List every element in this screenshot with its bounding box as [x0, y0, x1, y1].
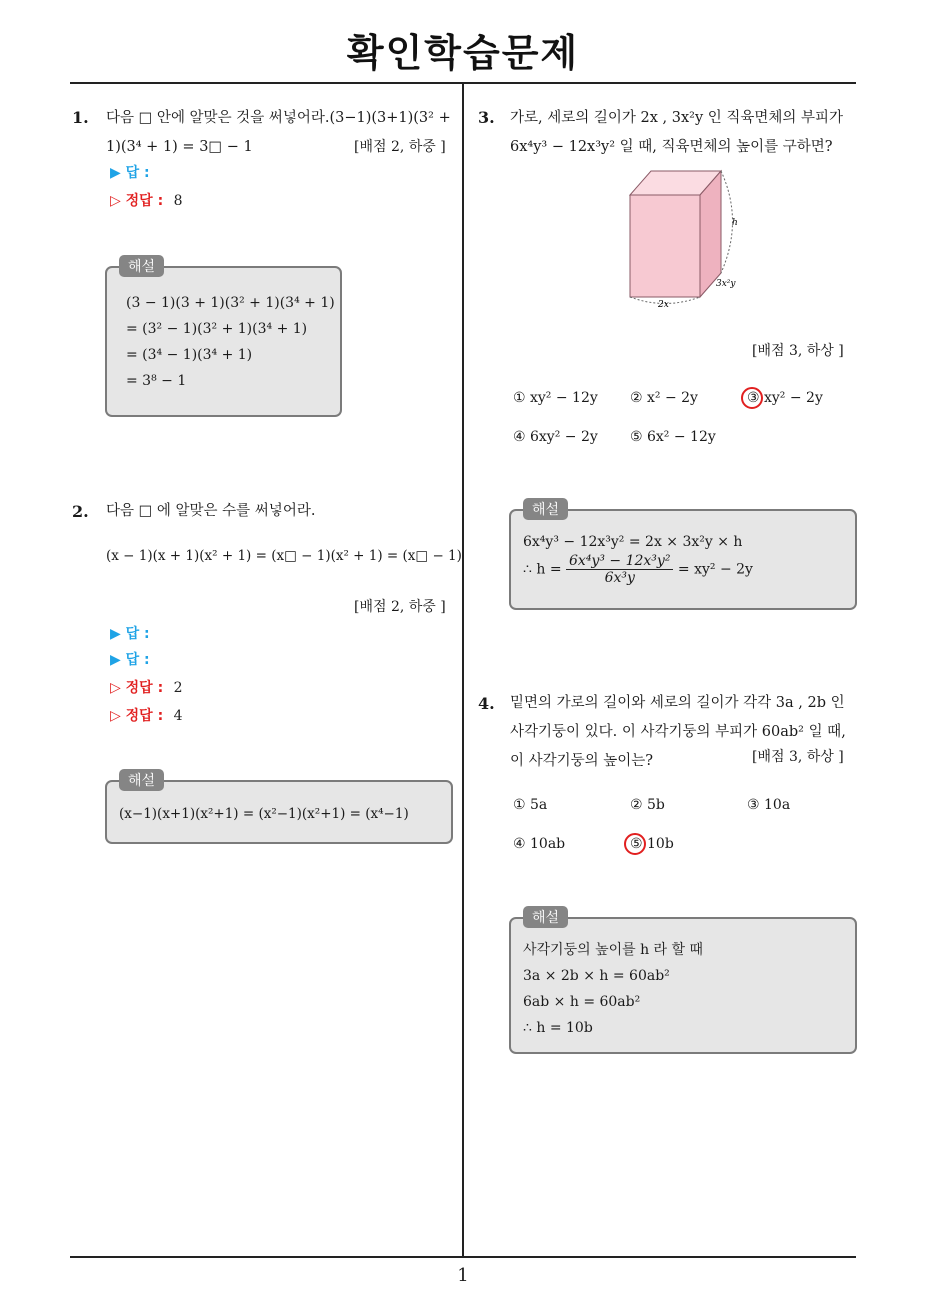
q1-answer-row [110, 160, 150, 186]
q1-line2: 1)(3⁴ + 1) = 3□ − 1 [106, 139, 253, 155]
q2-answer-row-1 [110, 621, 150, 647]
q4-line2: 사각기둥이 있다. 이 사각기둥의 부피가 60ab² 일 때, [510, 724, 846, 740]
q3-choice-1[interactable]: ① xy² − 12y [513, 390, 598, 406]
cuboid-front-face [630, 195, 700, 297]
q1-score: [배점 2, 하중 ] [354, 139, 446, 155]
page-title: 확인학습문제 [346, 31, 580, 75]
q4-score: [배점 3, 하상 ] [752, 749, 844, 765]
q2-correct-row-1 [110, 675, 183, 701]
q4-solution-box [509, 910, 857, 1054]
q4-solution-body [523, 937, 703, 1041]
q1-solution-line: (3 − 1)(3 + 1)(3² + 1)(3⁴ + 1) [126, 295, 335, 311]
q4-number: 4. [478, 694, 495, 713]
q4-choice-5[interactable]: ⑤ 10b [630, 836, 674, 852]
bottom-divider [70, 1256, 856, 1258]
q2-score: [배점 2, 하중 ] [354, 599, 446, 615]
q1-correct-value: 8 [173, 193, 183, 209]
q3-cuboid-figure [620, 165, 750, 310]
column-divider [462, 82, 464, 1258]
q2-solution-line: (x−1)(x+1)(x²+1) = (x²−1)(x²+1) = (x⁴−1) [119, 806, 409, 822]
q2-correct-value: 2 [173, 680, 183, 696]
q1-solution-tab: 해설 [119, 255, 164, 277]
label-depth: 3x²y [716, 279, 736, 289]
q3-solution-fraction-line [523, 553, 753, 586]
q3-solution-tab: 해설 [523, 498, 568, 520]
q3-choice-2[interactable]: ② x² − 2y [630, 390, 698, 406]
q1-number: 1. [72, 108, 89, 127]
q1-solution-line: = 3⁸ − 1 [126, 373, 187, 389]
q4-choice-3[interactable]: ③ 10a [747, 797, 791, 813]
q1-correct-label: ▷ 정답 : [110, 193, 164, 209]
q3-choice-4[interactable]: ④ 6xy² − 2y [513, 429, 598, 445]
q3-text [510, 104, 843, 162]
q4-line1: 밑면의 가로의 길이와 세로의 길이가 각각 3a , 2b 인 [510, 695, 845, 711]
fraction-numerator: 6x⁴y³ − 12x³y² [566, 553, 673, 570]
q1-answer-label: ▶ 답 : [110, 165, 150, 181]
q4-choice-1[interactable]: ① 5a [513, 797, 548, 813]
q2-solution-tab: 해설 [119, 769, 164, 791]
q3-solution-line: 6x⁴y³ − 12x³y² = 2x × 3x²y × h [523, 534, 743, 550]
fraction-denominator: 6x³y [604, 570, 635, 586]
q1-solution-line: = (3² − 1)(3² + 1)(3⁴ + 1) [126, 321, 308, 337]
q1-solution-box [105, 259, 342, 417]
label-h: h [732, 218, 738, 228]
q4-line3: 이 사각기둥의 높이는? [510, 753, 654, 769]
q2-correct-row-2 [110, 703, 183, 729]
q3-number: 3. [478, 108, 495, 127]
q4-selected-mark [624, 833, 646, 855]
q3-choice-3[interactable]: ③ xy² − 2y [747, 390, 823, 406]
q2-text: 다음 □ 에 알맞은 수를 써넣어라. [106, 503, 316, 519]
page-number: 1 [457, 1265, 469, 1286]
q2-answer-row-2 [110, 647, 150, 673]
q1-solution-body [126, 290, 335, 394]
q4-solution-line: 6ab × h = 60ab² [523, 994, 641, 1010]
q3-selected-mark [741, 387, 763, 409]
q1-line1: 다음 □ 안에 알맞은 것을 써넣어라.(3−1)(3+1)(3² + [106, 110, 451, 126]
q4-solution-tab: 해설 [523, 906, 568, 928]
q3-solution-fraction [566, 553, 673, 586]
q3-line1: 가로, 세로의 길이가 2x , 3x²y 인 직육면체의 부피가 [510, 110, 844, 126]
q3-choice-5[interactable]: ⑤ 6x² − 12y [630, 429, 716, 445]
q2-correct-label: ▷ 정답 : [110, 680, 164, 696]
q3-line2: 6x⁴y³ − 12x³y² 일 때, 직육면체의 높이를 구하면? [510, 139, 833, 155]
q2-correct-value: 4 [173, 708, 183, 724]
q2-number: 2. [72, 502, 89, 521]
q1-solution-line: = (3⁴ − 1)(3⁴ + 1) [126, 347, 253, 363]
q2-answer-label: ▶ 답 : [110, 626, 150, 642]
label-width: 2x [658, 300, 669, 310]
q2-equation: (x − 1)(x + 1)(x² + 1) = (x□ − 1)(x² + 1) = (x□ − 1) [106, 548, 462, 564]
q3-solution-box [509, 502, 857, 610]
q4-choice-2[interactable]: ② 5b [630, 797, 665, 813]
q2-correct-label: ▷ 정답 : [110, 708, 164, 724]
q3-score: [배점 3, 하상 ] [752, 343, 844, 359]
q2-solution-box [105, 773, 453, 844]
q1-correct-row [110, 188, 183, 214]
q2-answer-label: ▶ 답 : [110, 652, 150, 668]
q4-choice-4[interactable]: ④ 10ab [513, 836, 566, 852]
q4-solution-line: ∴ h = 10b [523, 1020, 593, 1036]
q3-solution-prefix: ∴ h = [523, 561, 562, 578]
q4-solution-line: 사각기둥의 높이를 h 라 할 때 [523, 942, 704, 958]
height-arc [721, 171, 733, 273]
q4-solution-line: 3a × 2b × h = 60ab² [523, 968, 670, 984]
q3-solution-suffix: = xy² − 2y [677, 561, 753, 578]
